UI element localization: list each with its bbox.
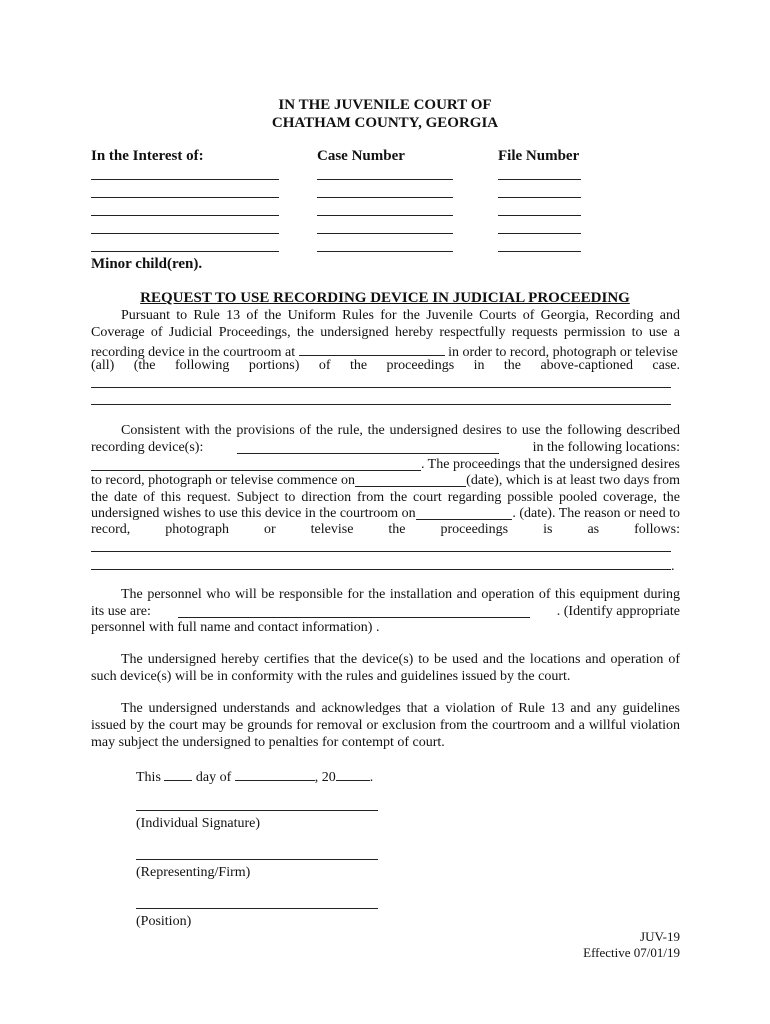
portions-field-1[interactable] — [91, 387, 671, 388]
effective-date: Effective 07/01/19 — [583, 945, 680, 960]
p3-line2-text-b: . (Identify appropriate — [556, 604, 680, 619]
file-number-field-5[interactable] — [498, 251, 581, 252]
p2-line4 — [91, 473, 680, 489]
day-field[interactable] — [164, 767, 192, 781]
document-title: REQUEST TO USE RECORDING DEVICE IN JUDICIAL PROCEEDING — [140, 290, 630, 306]
individual-signature-field[interactable] — [136, 810, 378, 811]
use-date-field[interactable] — [416, 506, 513, 520]
p2-line4-text-a: to record, photograph or televise commence on — [91, 473, 355, 488]
p3-line2-text-a: its use are: — [91, 604, 151, 619]
date-day-of-label: day of — [195, 770, 232, 785]
reason-line-2-end: . — [671, 559, 675, 574]
p1-line2: Coverage of Judicial Proceedings, the undersigned hereby respectfully requests permission to use a — [91, 325, 680, 340]
p2-line6-text-b: . (date). The reason or need to — [512, 506, 680, 521]
reason-field-1[interactable] — [91, 551, 671, 552]
individual-signature-label: (Individual Signature) — [136, 816, 261, 831]
p2-line3 — [91, 457, 680, 473]
month-field[interactable] — [235, 767, 315, 781]
recording-devices-field[interactable] — [237, 440, 499, 454]
portions-field-2[interactable] — [91, 404, 671, 405]
p2-line2-text-b: in the following locations: — [532, 440, 680, 455]
minor-children-label: Minor child(ren). — [91, 256, 203, 272]
court-name-line2: CHATHAM COUNTY, GEORGIA — [271, 115, 499, 131]
p5-line1: The undersigned understands and acknowledges that a violation of Rule 13 and any guidelines — [121, 701, 680, 716]
representing-firm-field[interactable] — [136, 859, 378, 860]
date-year-label: , 20 — [314, 770, 336, 785]
p1-line1: Pursuant to Rule 13 of the Uniform Rules for the Juvenile Courts of Georgia, Recording and — [121, 308, 680, 323]
date-this-label: This — [136, 770, 161, 785]
file-number-field-4[interactable] — [498, 233, 581, 234]
position-field[interactable] — [136, 908, 378, 909]
child-name-field-5[interactable] — [91, 251, 279, 252]
p5-line3: may subject the undersigned to penalties for contempt of court. — [91, 735, 445, 750]
p2-line7: record, photograph or televise the proceedings is as follows: — [91, 522, 680, 537]
p1-line3-text-b: in order to record, photograph or televise — [448, 345, 678, 360]
p1-line3-text-a: recording device in the courtroom at — [91, 345, 296, 360]
child-name-field-1[interactable] — [91, 179, 279, 180]
file-number-field-3[interactable] — [498, 215, 581, 216]
p2-line6 — [91, 506, 680, 522]
interest-of-label: In the Interest of: — [91, 148, 204, 164]
date-line-end: . — [369, 770, 374, 785]
case-number-field-2[interactable] — [317, 197, 453, 198]
reason-line-2 — [91, 556, 680, 575]
case-number-field-5[interactable] — [317, 251, 453, 252]
position-label: (Position) — [136, 914, 192, 929]
court-name-line1: IN THE JUVENILE COURT OF — [278, 97, 492, 113]
commence-date-field[interactable] — [355, 473, 466, 487]
reason-field-2[interactable] — [91, 556, 671, 570]
p2-line3-text: . The proceedings that the undersigned desires — [420, 457, 680, 472]
representing-firm-label: (Representing/Firm) — [136, 865, 251, 880]
child-name-field-2[interactable] — [91, 197, 279, 198]
case-number-field-4[interactable] — [317, 233, 453, 234]
year-field[interactable] — [336, 767, 370, 781]
p5-line2: issued by the court may be grounds for removal or exclusion from the courtroom and a willful violation — [91, 718, 680, 733]
file-number-label: File Number — [498, 148, 580, 164]
p2-line2-text-a: recording device(s): — [91, 440, 204, 455]
p3-line2 — [91, 604, 680, 620]
case-number-field-1[interactable] — [317, 179, 453, 180]
p2-line6-text-a: undersigned wishes to use this device in the courtroom on — [91, 506, 416, 521]
courtroom-field[interactable] — [299, 342, 445, 356]
p2-line4-text-b: (date), which is at least two days from — [466, 473, 680, 488]
p3-line3: personnel with full name and contact information) . — [91, 620, 380, 635]
file-number-field-1[interactable] — [498, 179, 581, 180]
p4-line2: such device(s) will be in conformity with the rules and guidelines issued by the court. — [91, 669, 571, 684]
p3-line1: The personnel who will be responsible for the installation and operation of this equipment during — [121, 587, 680, 602]
form-number: JUV-19 — [640, 929, 680, 944]
p2-line1: Consistent with the provisions of the rule, the undersigned desires to use the following described — [121, 423, 680, 438]
child-name-field-4[interactable] — [91, 233, 279, 234]
date-line — [136, 767, 436, 786]
file-number-field-2[interactable] — [498, 197, 581, 198]
locations-field[interactable] — [91, 457, 421, 471]
p1-line4: (all) (the following portions) of the proceedings in the above-captioned case. — [91, 358, 680, 373]
p4-line1: The undersigned hereby certifies that the device(s) to be used and the locations and operation of — [121, 652, 680, 667]
p2-line2 — [91, 440, 680, 456]
personnel-field[interactable] — [178, 604, 530, 618]
p2-line5: the date of this request. Subject to direction from the court regarding possible pooled coverage, the — [91, 490, 680, 505]
case-number-label: Case Number — [317, 148, 405, 164]
child-name-field-3[interactable] — [91, 215, 279, 216]
case-number-field-3[interactable] — [317, 215, 453, 216]
